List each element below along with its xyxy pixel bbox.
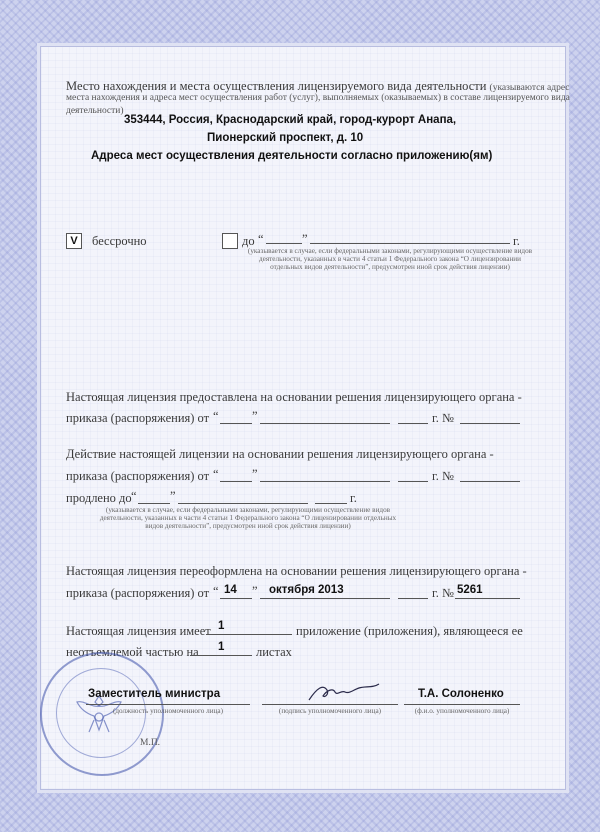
- extended-day-line: [220, 481, 252, 482]
- prolonged-year-line: [315, 503, 347, 504]
- reissued-day-line: [220, 598, 252, 599]
- appendix-sheets-line: [190, 655, 252, 656]
- granted-line1: Настоящая лицензия предоставлена на основании решения лицензирующего органа -: [66, 390, 522, 404]
- reissued-number-line: [455, 598, 520, 599]
- indefinite-checkbox[interactable]: V: [66, 233, 82, 249]
- prolonged-year-suffix: г.: [350, 491, 357, 505]
- extended-order-label: приказа (распоряжения) от: [66, 469, 210, 483]
- until-year-suffix: г.: [513, 234, 520, 248]
- address-line3: Адреса мест осуществления деятельности согласно приложению(ям): [91, 150, 493, 162]
- handwritten-signature: [303, 680, 383, 704]
- reissued-year-line: [398, 598, 428, 599]
- extended-line1: Действие настоящей лицензии на основании решения лицензирующего органа -: [66, 447, 494, 461]
- extended-number-line: [460, 481, 520, 482]
- granted-day-line: [220, 423, 252, 424]
- quote-close: ”: [302, 232, 308, 246]
- name-line: [404, 704, 520, 705]
- granted-order-label: приказа (распоряжения) от: [66, 411, 210, 425]
- appendix-sheets: 1: [218, 641, 225, 653]
- location-note-line2: места нахождения и адреса мест осуществления работ (услуг), выполняемых (оказываемых) в составе лицензируемого вида: [66, 93, 570, 103]
- appendix-label-c: неотъемлемой частью на: [66, 645, 199, 659]
- reissued-line1: Настоящая лицензия переоформлена на основании решения лицензирующего органа -: [66, 564, 527, 578]
- granted-year-line: [398, 423, 428, 424]
- indefinite-label: бессрочно: [92, 234, 147, 248]
- signature-caption: (подпись уполномоченного лица): [278, 707, 382, 715]
- location-label-main: Место нахождения и места осуществления лицензируемого вида деятельности: [66, 79, 487, 93]
- until-day-line: [266, 243, 302, 244]
- quote-open: “: [258, 232, 264, 246]
- validity-note: (указывается в случае, если федеральными законами, регулирующими осуществление видов деятельности, указанных в части 4 статьи 1 Федерального закона “О лицензировании отдельных видов деятельности”, предусмотрен иной срок действия лицензии): [247, 247, 533, 271]
- extended-year-no: г. №: [432, 469, 454, 483]
- extended-year-line: [398, 481, 428, 482]
- prolonged-label: продлено до: [66, 491, 132, 505]
- reissued-month-year: октября 2013: [269, 584, 344, 596]
- reissued-day: 14: [224, 584, 237, 596]
- reissued-order-label: приказа (распоряжения) от: [66, 586, 210, 600]
- appendix-label-d: листах: [256, 645, 292, 659]
- position-caption: (должность уполномоченного лица): [112, 707, 224, 715]
- address-line2: Пионерский проспект, д. 10: [207, 132, 364, 144]
- signature-line: [262, 704, 398, 705]
- reissued-year-no: г. №: [432, 586, 454, 600]
- granted-month-line: [260, 423, 390, 424]
- appendix-label-b: приложение (приложения), являющееся ее: [296, 624, 523, 638]
- signatory-name: Т.А. Солоненко: [418, 688, 504, 700]
- granted-year-no: г. №: [432, 411, 454, 425]
- address-line1: 353444, Россия, Краснодарский край, город-курорт Анапа,: [124, 114, 457, 126]
- appendix-label-a: Настоящая лицензия имеет: [66, 624, 211, 638]
- location-note-line3: деятельности): [66, 106, 124, 116]
- prolonged-month-line: [178, 503, 308, 504]
- location-label-note: (указываются адрес: [489, 83, 570, 93]
- location-label: [66, 79, 570, 94]
- seal-label: М.П.: [140, 738, 161, 748]
- until-month-line: [310, 243, 510, 244]
- until-checkbox[interactable]: [222, 233, 238, 249]
- extended-note: (указывается в случае, если федеральными законами, регулирующими осуществление видов деятельности, указанных в части 4 статьи 1 Федерального закона “О лицензировании отдельных видов деятельности”, предусмотрен иной срок действия лицензии): [99, 506, 397, 530]
- appendix-count-line: [206, 634, 292, 635]
- name-caption: (ф.и.о. уполномоченного лица): [414, 707, 510, 715]
- position-line: [86, 704, 250, 705]
- position-title: Заместитель министра: [88, 688, 221, 700]
- reissued-month-line: [260, 598, 390, 599]
- extended-month-line: [260, 481, 390, 482]
- granted-number-line: [460, 423, 520, 424]
- prolonged-day-line: [138, 503, 170, 504]
- appendix-count: 1: [218, 620, 225, 632]
- until-label: до: [242, 234, 255, 248]
- reissued-number: 5261: [457, 584, 483, 596]
